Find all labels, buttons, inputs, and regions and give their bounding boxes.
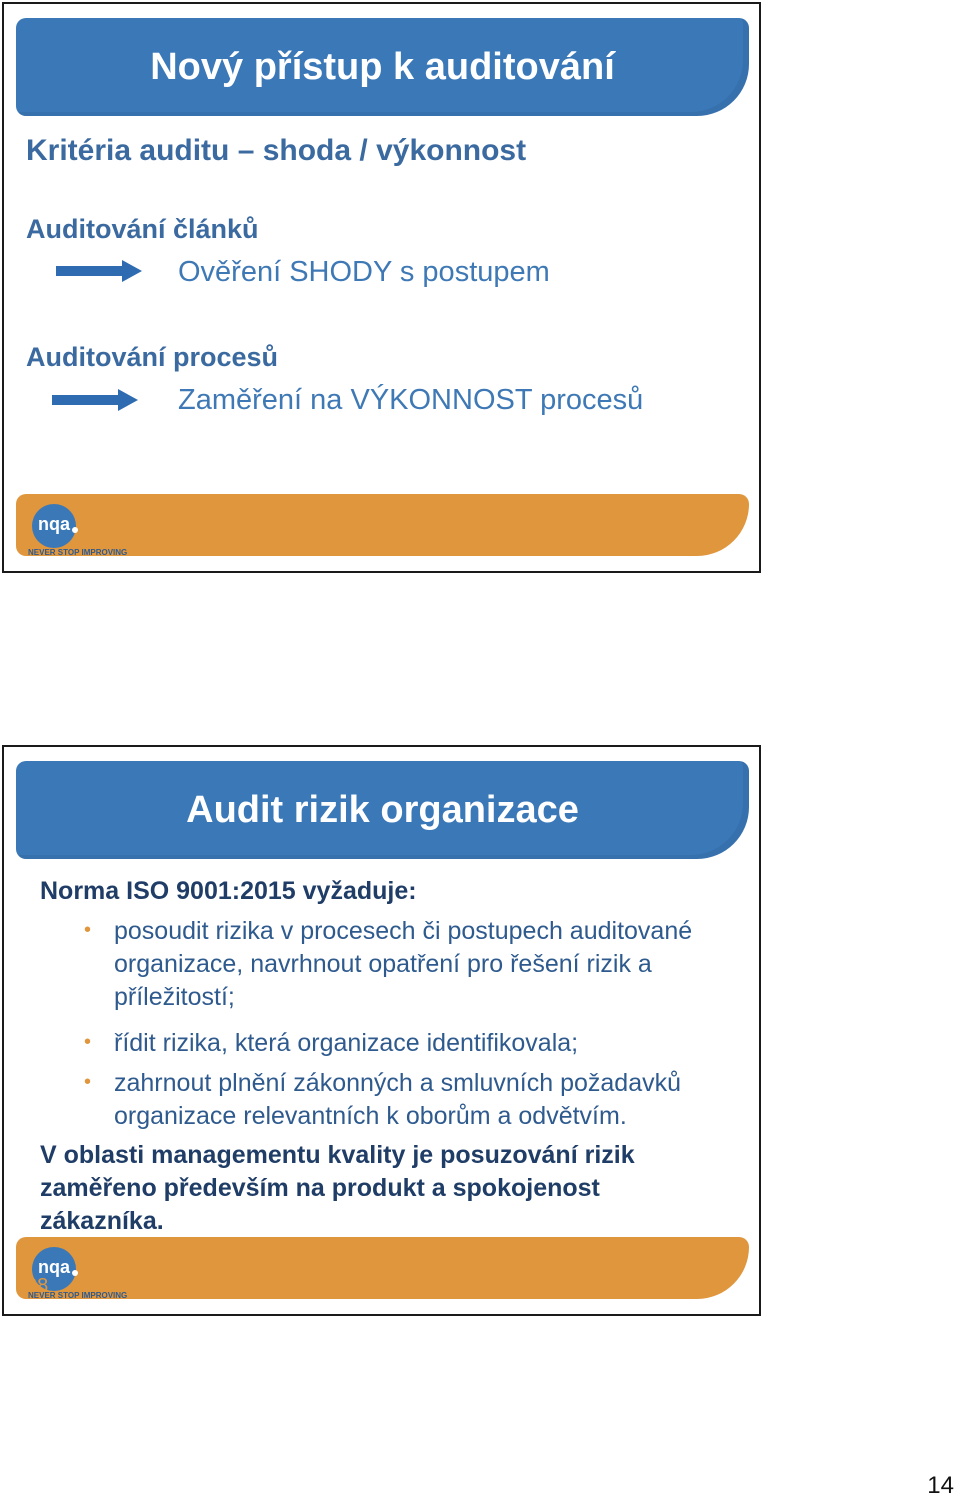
list-item <box>84 1067 744 1135</box>
process-audit-label: Auditování procesů <box>26 342 279 372</box>
slide-title-bar <box>16 761 749 859</box>
criteria-heading: Kritéria auditu – shoda / výkonnost <box>26 134 527 167</box>
list-item <box>84 1027 744 1061</box>
bullet-icon: • <box>84 1071 92 1093</box>
slide-1 <box>2 2 761 573</box>
quality-management-conclusion: V oblasti managementu kvality je posuzování rizik zaměřeno především na produkt a spokojenost zákazníka. <box>40 1141 635 1235</box>
page-number: 14 <box>927 1472 954 1499</box>
bullet-text: řídit rizika, která organizace identifikovala; <box>114 1029 579 1057</box>
bullet-text: posoudit rizika v procesech či postupech auditované organizace, navrhnout opatření pro řešení rizik a příležitostí; <box>114 917 693 1011</box>
articles-audit-label: Auditování článků <box>26 214 259 244</box>
slide-2 <box>2 745 761 1316</box>
compliance-verification-text: Ověření SHODY s postupem <box>178 256 550 288</box>
slide-title: Audit rizik organizace <box>186 789 579 831</box>
logo-text: nqa <box>38 1257 71 1277</box>
arrow-right-icon <box>56 260 142 282</box>
performance-focus-text: Zaměření na VÝKONNOST procesů <box>178 384 644 416</box>
nqa-logo <box>28 500 128 564</box>
list-item <box>84 915 744 1015</box>
slide-number: 28 <box>26 1275 49 1297</box>
logo-tagline: NEVER STOP IMPROVING <box>28 548 128 557</box>
bullet-icon: • <box>84 919 92 941</box>
bullet-icon: • <box>84 1031 92 1053</box>
iso-requirement-intro: Norma ISO 9001:2015 vyžaduje: <box>40 877 417 905</box>
bullet-text: zahrnout plnění zákonných a smluvních požadavků organizace relevantních k oborům a odvětvím. <box>114 1069 682 1130</box>
slide-title-bar <box>16 18 749 116</box>
slide-title: Nový přístup k auditování <box>150 46 615 88</box>
arrow-right-icon <box>52 389 138 411</box>
logo-text: nqa <box>38 514 71 534</box>
logo-tagline: NEVER STOP IMPROVING <box>28 1291 128 1300</box>
